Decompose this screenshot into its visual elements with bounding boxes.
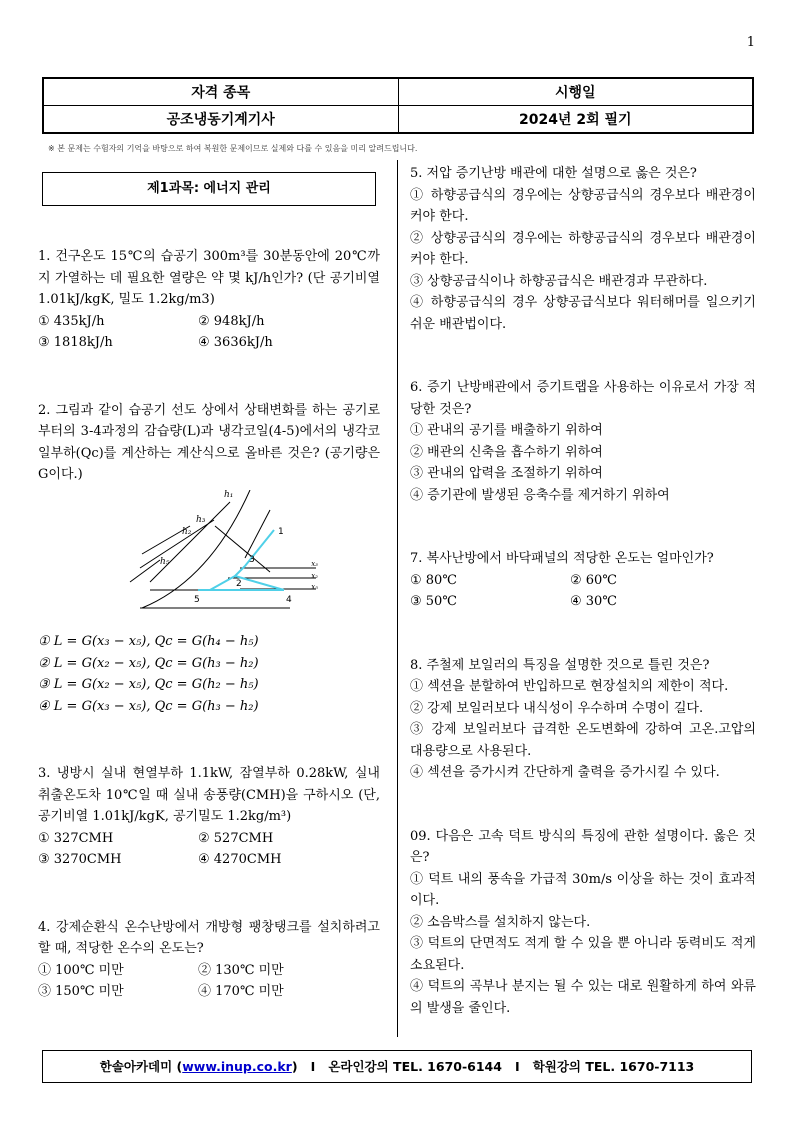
- option-2: ② 60℃: [570, 572, 617, 588]
- option-3: ③ L = G(x₂ − x₅), Qc = G(h₂ − h₅): [38, 677, 259, 692]
- point-2: 2: [236, 578, 242, 589]
- option-1: ① 435kJ/h: [38, 313, 105, 329]
- option-1: ① 100℃ 미만: [38, 962, 124, 978]
- point-5: 5: [194, 594, 200, 605]
- option-1: ① 80℃: [410, 572, 457, 588]
- left-column: [38, 172, 380, 1003]
- option-1: ① L = G(x₃ − x₅), Qc = G(h₄ − h₅): [38, 634, 259, 649]
- option-3: ③ 상향공급식이나 하향공급식은 배관경과 무관하다.: [410, 273, 708, 289]
- label-x5: x₅: [311, 582, 318, 591]
- option-2: ② 130℃ 미만: [198, 962, 284, 978]
- option-3: ③ 3270CMH: [38, 852, 122, 867]
- question-9: [410, 826, 756, 1020]
- column-divider: [397, 160, 398, 1037]
- exam-header-table: [42, 77, 754, 134]
- label-x3: x₃: [311, 559, 318, 568]
- option-2: ② 948kJ/h: [198, 313, 265, 329]
- point-3: 3: [249, 554, 255, 565]
- label-date: 시행일: [398, 78, 753, 106]
- question-6: [410, 377, 756, 506]
- question-5: [410, 163, 756, 335]
- psychrometric-diagram: [120, 490, 320, 618]
- option-4: ④ 3636kJ/h: [198, 335, 273, 350]
- question-text: 8. 주철제 보일러의 특징을 설명한 것으로 틀린 것은?: [410, 657, 710, 673]
- question-text: 2. 그림과 같이 습공기 선도 상에서 상태변화를 하는 공기로부터의 3-4과정의 감습량(L)과 냉각코일(4-5)에서의 냉각코일부하(Qc)를 계산하는 계산식으로 올바른 것은? (공기량은 G이다.): [38, 402, 380, 482]
- option-4: ④ L = G(x₃ − x₅), Qc = G(h₃ − h₂): [38, 698, 259, 714]
- label-subject: 자격 종목: [43, 78, 398, 106]
- question-text: 09. 다음은 고속 덕트 방식의 특징에 관한 설명이다. 옳은 것은?: [410, 828, 756, 865]
- question-text: 6. 증기 난방배관에서 증기트랩을 사용하는 이유로서 가장 적당한 것은?: [410, 380, 756, 417]
- footer-contact: ) I 온라인강의 TEL. 1670-6144 I 학원강의 TEL. 1670-7113: [291, 1059, 695, 1074]
- point-1: 1: [278, 526, 284, 537]
- question-4: [38, 917, 380, 1003]
- option-4: ④ 덕트의 곡부나 분지는 될 수 있는 대로 원활하게 하여 와류의 발생을 줄인다.: [410, 979, 756, 1016]
- label-h1: h₁: [224, 489, 234, 500]
- footer-prefix: 한솔아카데미 (: [99, 1059, 183, 1074]
- label-h5: h₅: [160, 556, 170, 567]
- question-3: [38, 763, 380, 871]
- option-2: ② L = G(x₂ − x₅), Qc = G(h₃ − h₂): [38, 655, 259, 671]
- option-3: ③ 1818kJ/h: [38, 335, 113, 350]
- question-text: 7. 복사난방에서 바닥패널의 적당한 온도는 얼마인가?: [410, 551, 714, 566]
- question-8: [410, 655, 756, 784]
- option-2: ② 배관의 신축을 흡수하기 위하여: [410, 444, 603, 460]
- option-1: ① 하향공급식의 경우에는 상향공급식의 경우보다 배관경이 커야 한다.: [410, 187, 756, 224]
- option-4: ④ 하향공급식의 경우 상향공급식보다 워터해머를 일으키기 쉬운 배관법이다.: [410, 295, 756, 332]
- option-2: ② 527CMH: [198, 830, 274, 846]
- option-4: ④ 30℃: [570, 594, 617, 609]
- exam-date: 2024년 2회 필기: [398, 106, 753, 134]
- option-1: ① 섹션을 분할하여 반입하므로 현장설치의 제한이 적다.: [410, 679, 729, 694]
- footer: [42, 1050, 752, 1083]
- option-2: ② 소음박스를 설치하지 않는다.: [410, 914, 591, 930]
- exam-subject: 공조냉동기계기사: [43, 106, 398, 134]
- question-1: [38, 246, 380, 354]
- option-2: ② 상향공급식의 경우에는 하향공급식의 경우보다 배관경이 커야 한다.: [410, 230, 756, 267]
- option-4: ④ 증기관에 발생된 응축수를 제거하기 위하여: [410, 487, 670, 503]
- option-3: ③ 덕트의 단면적도 적게 할 수 있을 뿐 아니라 동력비도 적게 소요된다.: [410, 936, 756, 973]
- label-h3: h₃: [196, 514, 206, 525]
- academy-link[interactable]: www.inup.co.kr: [182, 1059, 292, 1074]
- option-3: ③ 관내의 압력을 조절하기 위하여: [410, 466, 603, 481]
- option-4: ④ 170℃ 미만: [198, 984, 284, 999]
- question-7: [410, 548, 756, 613]
- question-text: 4. 강제순환식 온수난방에서 개방형 팽창탱크를 설치하려고 할 때, 적당한 온수의 온도는?: [38, 919, 380, 956]
- option-2: ② 강제 보일러보다 내식성이 우수하며 수명이 길다.: [410, 700, 704, 716]
- option-3: ③ 강제 보일러보다 급격한 온도변화에 강하여 고온.고압의 대용량으로 사용된다.: [410, 722, 756, 759]
- page-number: 1: [746, 35, 755, 50]
- right-column: [410, 163, 756, 1019]
- question-text: 5. 저압 증기난방 배관에 대한 설명으로 옳은 것은?: [410, 166, 697, 181]
- question-text: 1. 건구온도 15℃의 습공기 300m³를 30분동안에 20℃까지 가열하는 데 필요한 열량은 약 몇 kJ/h인가? (단 공기비열1.01kJ/kgK, 밀도 1.2kg/m3): [38, 249, 380, 307]
- label-x2: x₂: [311, 571, 318, 580]
- option-3: ③ 50℃: [410, 594, 457, 609]
- option-1: ① 관내의 공기를 배출하기 위하여: [410, 423, 603, 438]
- option-1: ① 덕트 내의 풍속을 가급적 30m/s 이상을 하는 것이 효과적이다.: [410, 871, 756, 908]
- option-4: ④ 섹션을 증가시켜 간단하게 출력을 증가시킬 수 있다.: [410, 765, 720, 780]
- option-4: ④ 4270CMH: [198, 852, 282, 867]
- option-3: ③ 150℃ 미만: [38, 984, 124, 999]
- point-4: 4: [286, 594, 292, 605]
- question-text: 3. 냉방시 실내 현열부하 1.1kW, 잠열부하 0.28kW, 실내 취출온도차 10℃일 때 실내 송풍량(CMH)을 구하시오 (단, 공기비열 1.01kJ/kgK, 공기밀도 1.2kg/m³): [38, 766, 380, 824]
- notice: ※ 본 문제는 수험자의 기억을 바탕으로 하여 복원한 문제이므로 실제와 다를 수 있음을 미리 알려드립니다.: [48, 144, 418, 153]
- option-1: ① 327CMH: [38, 830, 114, 846]
- question-2: [38, 400, 380, 718]
- section-title: 제1과목: 에너지 관리: [42, 172, 376, 206]
- label-h2: h₂: [182, 526, 192, 537]
